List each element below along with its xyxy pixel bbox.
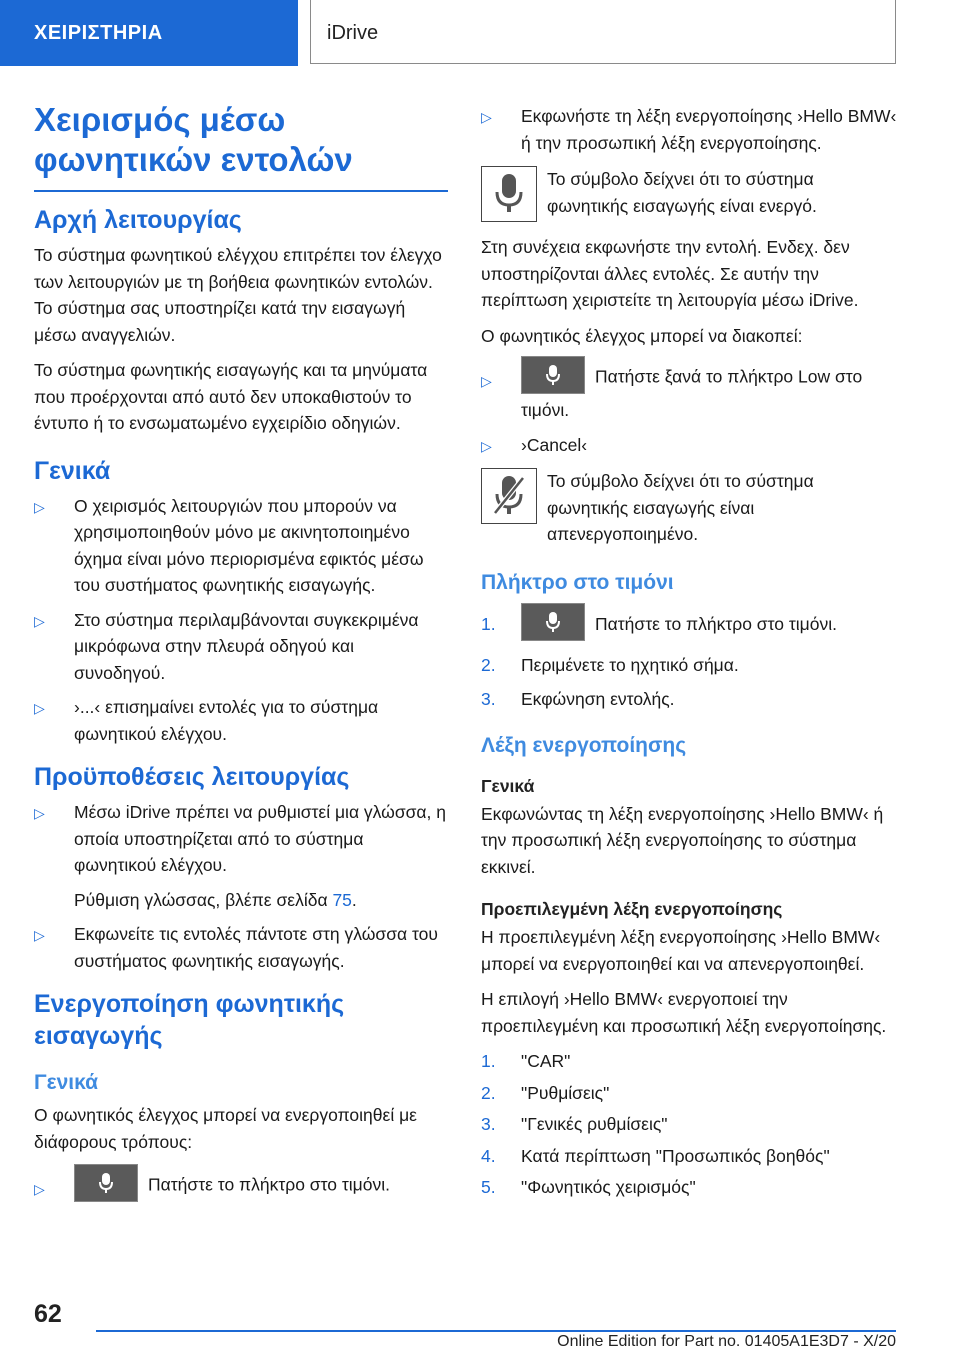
list-item: ▷ ›Cancel‹: [481, 432, 897, 459]
triangle-bullet-icon: ▷: [481, 109, 492, 125]
list-item: 1. "CAR": [481, 1051, 571, 1072]
steering-key-steps: [481, 606, 897, 713]
page-title: Χειρισμός μέσω φωνητικών εντολών: [34, 101, 353, 178]
list-item: ▷ Εκφωνήστε τη λέξη ενεργοποίησης ›Hello BMW‹ ή την προσωπική λέξη ενεργοποίησης.: [481, 106, 897, 153]
inactive-symbol-text: Το σύμβολο δείχνει ότι το σύστημα φωνητικής εισαγωγής είναι απενεργοποιημένο.: [547, 471, 814, 544]
activation-paragraph: Ο φωνητικός έλεγχος μπορεί να ενεργοποιηθεί με διάφορους τρόπους:: [34, 1105, 417, 1152]
steering-key-heading: Πλήκτρο στο τιμόνι: [481, 570, 674, 594]
principle-paragraph-1: Το σύστημα φωνητικού ελέγχου επιτρέπει τον έλεγχο των λειτουργιών με τη βοήθεια φωνητικών εντολών. Το σύστημα σας υποστηρίζει κατά την εισαγωγή μέσω αναγγελιών.: [34, 245, 442, 345]
list-item: ▷ Πατήστε ξανά το πλήκτρο Low στο τιμόνι.: [481, 359, 897, 424]
triangle-bullet-icon: ▷: [34, 612, 45, 629]
list-item: 2. Περιμένετε το ηχητικό σήμα.: [481, 654, 739, 675]
chapter-tab[interactable]: iDrive: [310, 0, 896, 64]
triangle-bullet-icon: ▷: [481, 373, 492, 389]
voice-key-icon: [521, 603, 585, 641]
interrupt-paragraph: Ο φωνητικός έλεγχος μπορεί να διακοπεί:: [481, 325, 803, 346]
wake-list: [481, 103, 897, 156]
list-item: ▷ Στο σύστημα περιλαμβάνονται συγκεκριμένα μικρόφωνα στην πλευρά οδηγού και συνοδηγού.: [34, 609, 419, 683]
right-column: [481, 103, 897, 1211]
list-item: 4. Κατά περίπτωση "Προσωπικός βοηθός": [481, 1145, 830, 1166]
wake-general-paragraph: Εκφωνώντας τη λέξη ενεργοποίησης ›Hello BMW‹ ή την προσωπική λέξη ενεργοποίησης το σύστημα εκκινεί.: [481, 803, 884, 877]
menu-steps: [481, 1048, 897, 1201]
active-symbol-text: Το σύμβολο δείχνει ότι το σύστημα φωνητικής εισαγωγής είναι ενεργό.: [547, 169, 817, 216]
list-item: 2. "Ρυθμίσεις": [481, 1082, 610, 1103]
inactive-symbol-note: [481, 468, 897, 548]
page-header: [0, 0, 960, 66]
activation-heading: Ενεργοποίηση φωνητικής εισαγωγής: [34, 990, 345, 1050]
list-item: ▷ Πατήστε το πλήκτρο στο τιμόνι.: [34, 1167, 448, 1205]
wake-word-heading: Λέξη ενεργοποίησης: [481, 733, 687, 757]
list-item: ▷ ›...‹ επισημαίνει εντολές για το σύστημα φωνητικού ελέγχου.: [34, 697, 379, 744]
activation-list: [34, 1167, 448, 1205]
list-item: 5. "Φωνητικός χειρισμός": [481, 1177, 696, 1198]
triangle-bullet-icon: ▷: [34, 927, 45, 943]
prerequisites-heading: Προϋποθέσεις λειτουργίας: [34, 763, 350, 791]
triangle-bullet-icon: ▷: [481, 437, 492, 454]
activation-subheading: Γενικά: [34, 1071, 99, 1094]
section-tab[interactable]: ΧΕΙΡΙΣΤΗΡΙΑ: [0, 0, 298, 66]
page-number: 62: [34, 1300, 62, 1328]
microphone-active-icon: [481, 166, 537, 222]
title-rule: [34, 190, 448, 192]
microphone-muted-icon: [481, 468, 537, 524]
edition-footer: Online Edition for Part no. 01405A1E3D7 - X/20: [557, 1333, 896, 1350]
list-item: 1. Πατήστε το πλήκτρο στο τιμόνι.: [481, 606, 897, 644]
triangle-bullet-icon: ▷: [34, 700, 45, 716]
language-reference: Ρύθμιση γλώσσας, βλέπε σελίδα 75.: [74, 889, 357, 910]
page-link[interactable]: 75: [332, 889, 352, 910]
general-heading: Γενικά: [34, 456, 111, 485]
prerequisites-list: [34, 799, 448, 974]
footer-rule: [96, 1330, 896, 1332]
principle-paragraph-2: Το σύστημα φωνητικής εισαγωγής και τα μηνύματα που προέρχονται από αυτό δεν υποκαθιστούν το έντυπο ή το ενσωματωμένο εγχειρίδιο οδηγιών.: [34, 360, 428, 433]
wake-general-heading: Γενικά: [481, 775, 535, 796]
list-item: 3. "Γενικές ρυθμίσεις": [481, 1114, 668, 1135]
general-list: [34, 493, 448, 748]
list-item: ▷ Ο χειρισμός λειτουργιών που μπορούν να χρησιμοποιηθούν μόνο με ακινητοποιημένο όχημα είναι μόνο περιορισμένα εφικτός μέσω του συστήματος φωνητικής εισαγωγής.: [34, 495, 424, 595]
active-symbol-note: [481, 166, 897, 222]
default-wake-paragraph-2: Η επιλογή ›Hello BMW‹ ενεργοποιεί την προεπιλεγμένη και προσωπική λέξη ενεργοποίησης.: [481, 989, 887, 1036]
triangle-bullet-icon: ▷: [34, 1181, 45, 1197]
default-wake-heading: Προεπιλεγμένη λέξη ενεργοποίησης: [481, 899, 783, 920]
then-paragraph: Στη συνέχεια εκφωνήστε την εντολή. Ενδεχ. δεν υποστηρίζονται άλλες εντολές. Σε αυτήν την περίπτωση χειριστείτε τη λειτουργία μέσω iDrive.: [481, 237, 859, 310]
list-item: ▷ Εκφωνείτε τις εντολές πάντοτε στη γλώσσα του συστήματος φωνητικής εισαγωγής.: [34, 924, 438, 971]
principle-heading: Αρχή λειτουργίας: [34, 206, 242, 234]
list-item: ▷ Μέσω iDrive πρέπει να ρυθμιστεί μια γλώσσα, η οποία υποστηρίζεται από το σύστημα φωνητικού ελέγχου. Ρύθμιση γλώσσας, βλέπε σελίδα 75.: [34, 799, 448, 913]
list-item: 3. Εκφώνηση εντολής.: [481, 689, 675, 710]
default-wake-paragraph-1: Η προεπιλεγμένη λέξη ενεργοποίησης ›Hello BMW‹ μπορεί να ενεργοποιηθεί και να απενεργοποιηθεί.: [481, 927, 881, 974]
voice-key-icon: [74, 1164, 138, 1202]
triangle-bullet-icon: ▷: [34, 498, 45, 515]
interrupt-list: [481, 359, 897, 458]
triangle-bullet-icon: ▷: [34, 805, 45, 821]
voice-key-icon: [521, 356, 585, 394]
left-column: [34, 100, 448, 1215]
